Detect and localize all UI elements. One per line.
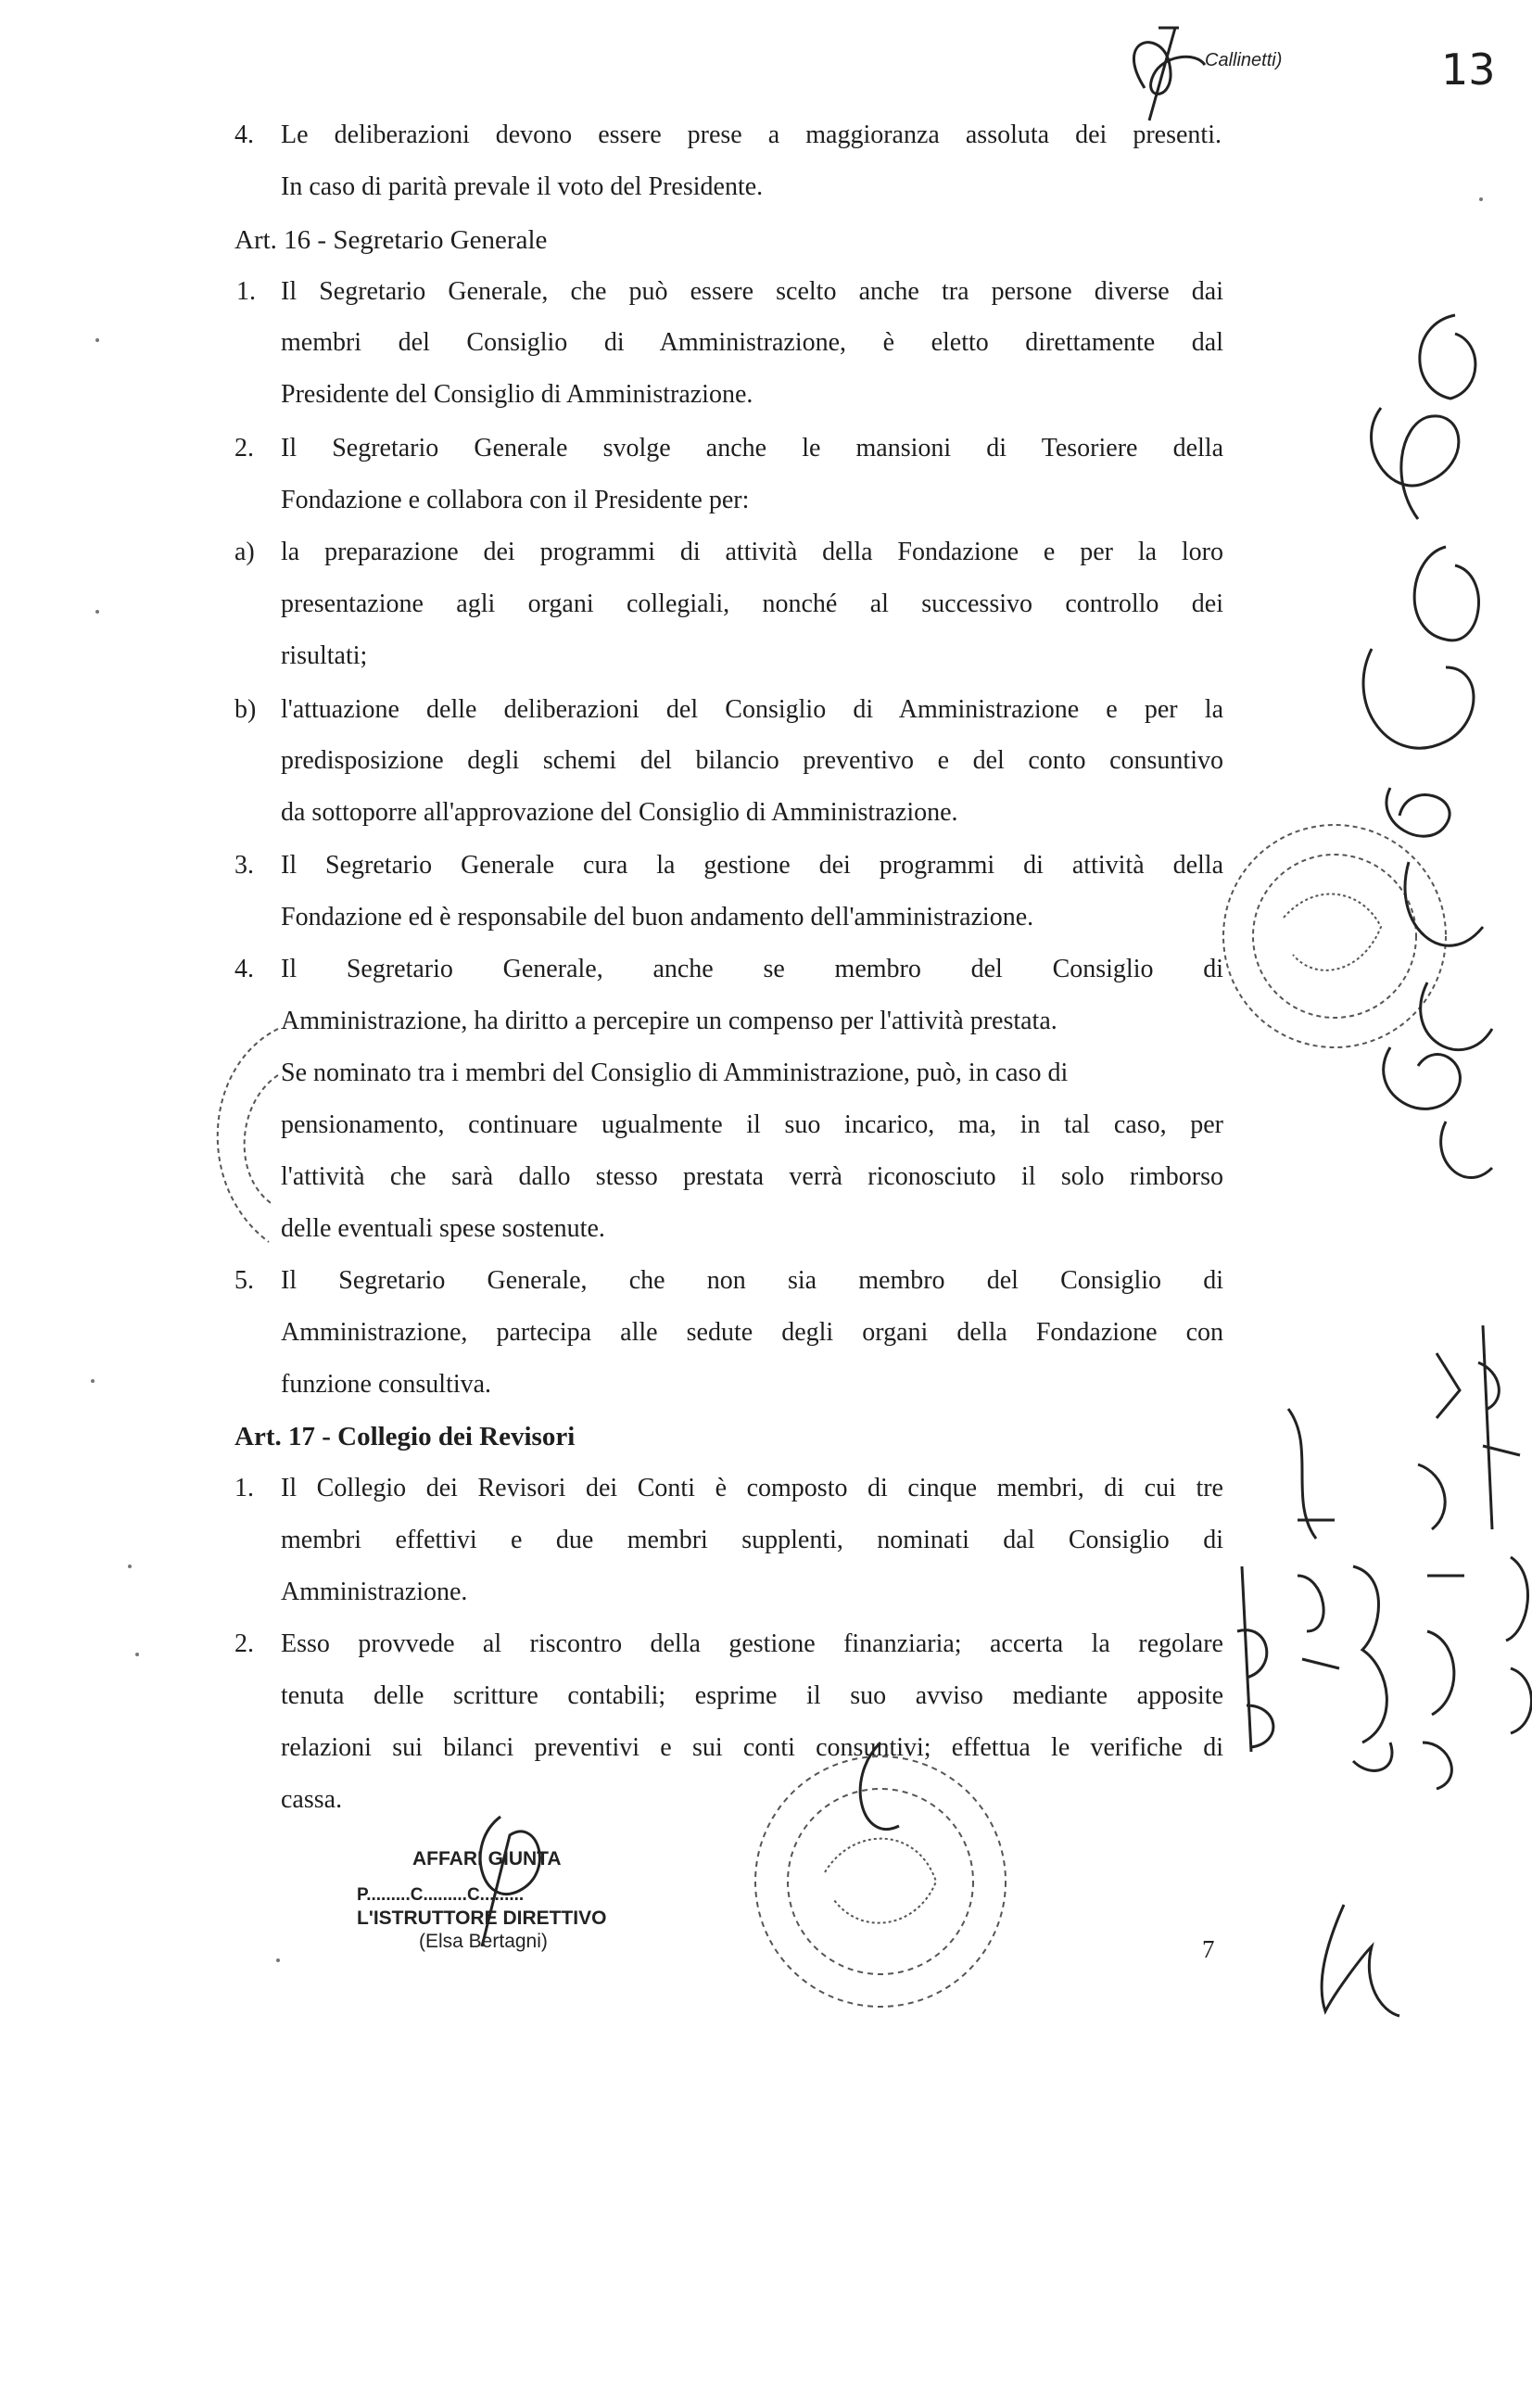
text-line: membri effettivi e due membri supplenti, nominati dal Consiglio di [281,1526,1223,1554]
item-number: a) [234,538,255,566]
text-line: membri del Consiglio di Amministrazione, è eletto direttamente dal [281,328,1223,357]
text-line: presentazione agli organi collegiali, nonché al successivo controllo dei [281,589,1223,618]
item-number: 2. [234,1629,254,1658]
stamp-line: P.........C.........C......... [357,1885,525,1905]
vertical-signature-icon [1363,315,1492,1177]
text-line: Esso provvede al riscontro della gestione finanziaria; accerta la regolare [281,1629,1223,1658]
article-heading: Art. 17 - Collegio dei Revisori [234,1422,576,1451]
text-line: la preparazione dei programmi di attività della Fondazione e per la loro [281,538,1223,566]
stamp-line: (Elsa Bertagni) [419,1931,548,1952]
header-name: Callinetti) [1205,50,1283,70]
text-line: Presidente del Consiglio di Amministrazione. [281,380,753,409]
text-line: l'attuazione delle deliberazioni del Consiglio di Amministrazione e per la [281,695,1223,724]
text-line: Fondazione ed è responsabile del buon andamento dell'amministrazione. [281,903,1034,932]
text-line: Il Segretario Generale svolge anche le mansioni di Tesoriere della [281,434,1223,463]
item-number: 1. [234,1474,254,1502]
handwritten-names-icon [1237,1325,1532,1789]
text-line: tenuta delle scritture contabili; esprime il suo avviso mediante apposite [281,1681,1223,1710]
item-number: 1. [236,277,256,306]
text-line: Il Segretario Generale, che non sia membro del Consiglio di [281,1266,1223,1295]
page-mark: 13 [1441,44,1496,95]
stamp-line: L'ISTRUTTORE DIRETTIVO [357,1907,607,1929]
text-line: Fondazione e collabora con il Presidente per: [281,486,750,514]
text-line: Il Segretario Generale, anche se membro del Consiglio di [281,955,1223,983]
initial-mark-icon [1322,1905,1399,2016]
text-line: predisposizione degli schemi del bilancio preventivo e del conto consuntivo [281,746,1223,775]
director-signature-icon [480,1743,899,1946]
item-number: b) [234,695,257,724]
item-number: 2. [234,434,254,463]
text-line: Le deliberazioni devono essere prese a maggioranza assoluta dei presenti. [281,120,1222,149]
text-line: relazioni sui bilanci preventivi e sui conti consuntivi; effettua le verifiche di [281,1733,1223,1762]
article-heading: Art. 16 - Segretario Generale [234,225,548,255]
stamp-line: AFFARI GIUNTA [412,1848,562,1869]
text-line: delle eventuali spese sostenute. [281,1214,605,1243]
round-stamp-icon [1223,825,1446,1047]
text-line: Amministrazione, ha diritto a percepire un compenso per l'attività prestata. [281,1007,1057,1035]
text-line: funzione consultiva. [281,1370,492,1399]
text-line: cassa. [281,1785,343,1814]
text-line: risultati; [281,641,368,670]
page-number: 7 [1202,1935,1215,1963]
text-line: Se nominato tra i membri del Consiglio di Amministrazione, può, in caso di [281,1058,1069,1087]
left-stamp-icon [218,1029,278,1242]
item-number: 4. [234,955,254,983]
item-number: 5. [234,1266,254,1295]
scan-noise-icon [91,197,1483,1962]
text-line: Il Segretario Generale cura la gestione dei programmi di attività della [281,851,1223,880]
item-number: 4. [234,120,254,149]
text-line: Il Segretario Generale, che può essere scelto anche tra persone diverse dai [281,277,1223,306]
bottom-stamp-icon [755,1756,1006,2007]
text-line: In caso di parità prevale il voto del Presidente. [281,172,764,201]
text-line: da sottoporre all'approvazione del Consiglio di Amministrazione. [281,798,958,827]
text-line: Il Collegio dei Revisori dei Conti è composto di cinque membri, di cui tre [281,1474,1223,1502]
text-line: pensionamento, continuare ugualmente il suo incarico, ma, in tal caso, per [281,1110,1223,1139]
text-line: Amministrazione. [281,1578,468,1606]
text-line: l'attività che sarà dallo stesso prestata verrà riconosciuto il solo rimborso [281,1162,1223,1191]
top-signature-icon [1133,28,1205,120]
item-number: 3. [234,851,254,880]
text-line: Amministrazione, partecipa alle sedute degli organi della Fondazione con [281,1318,1223,1347]
